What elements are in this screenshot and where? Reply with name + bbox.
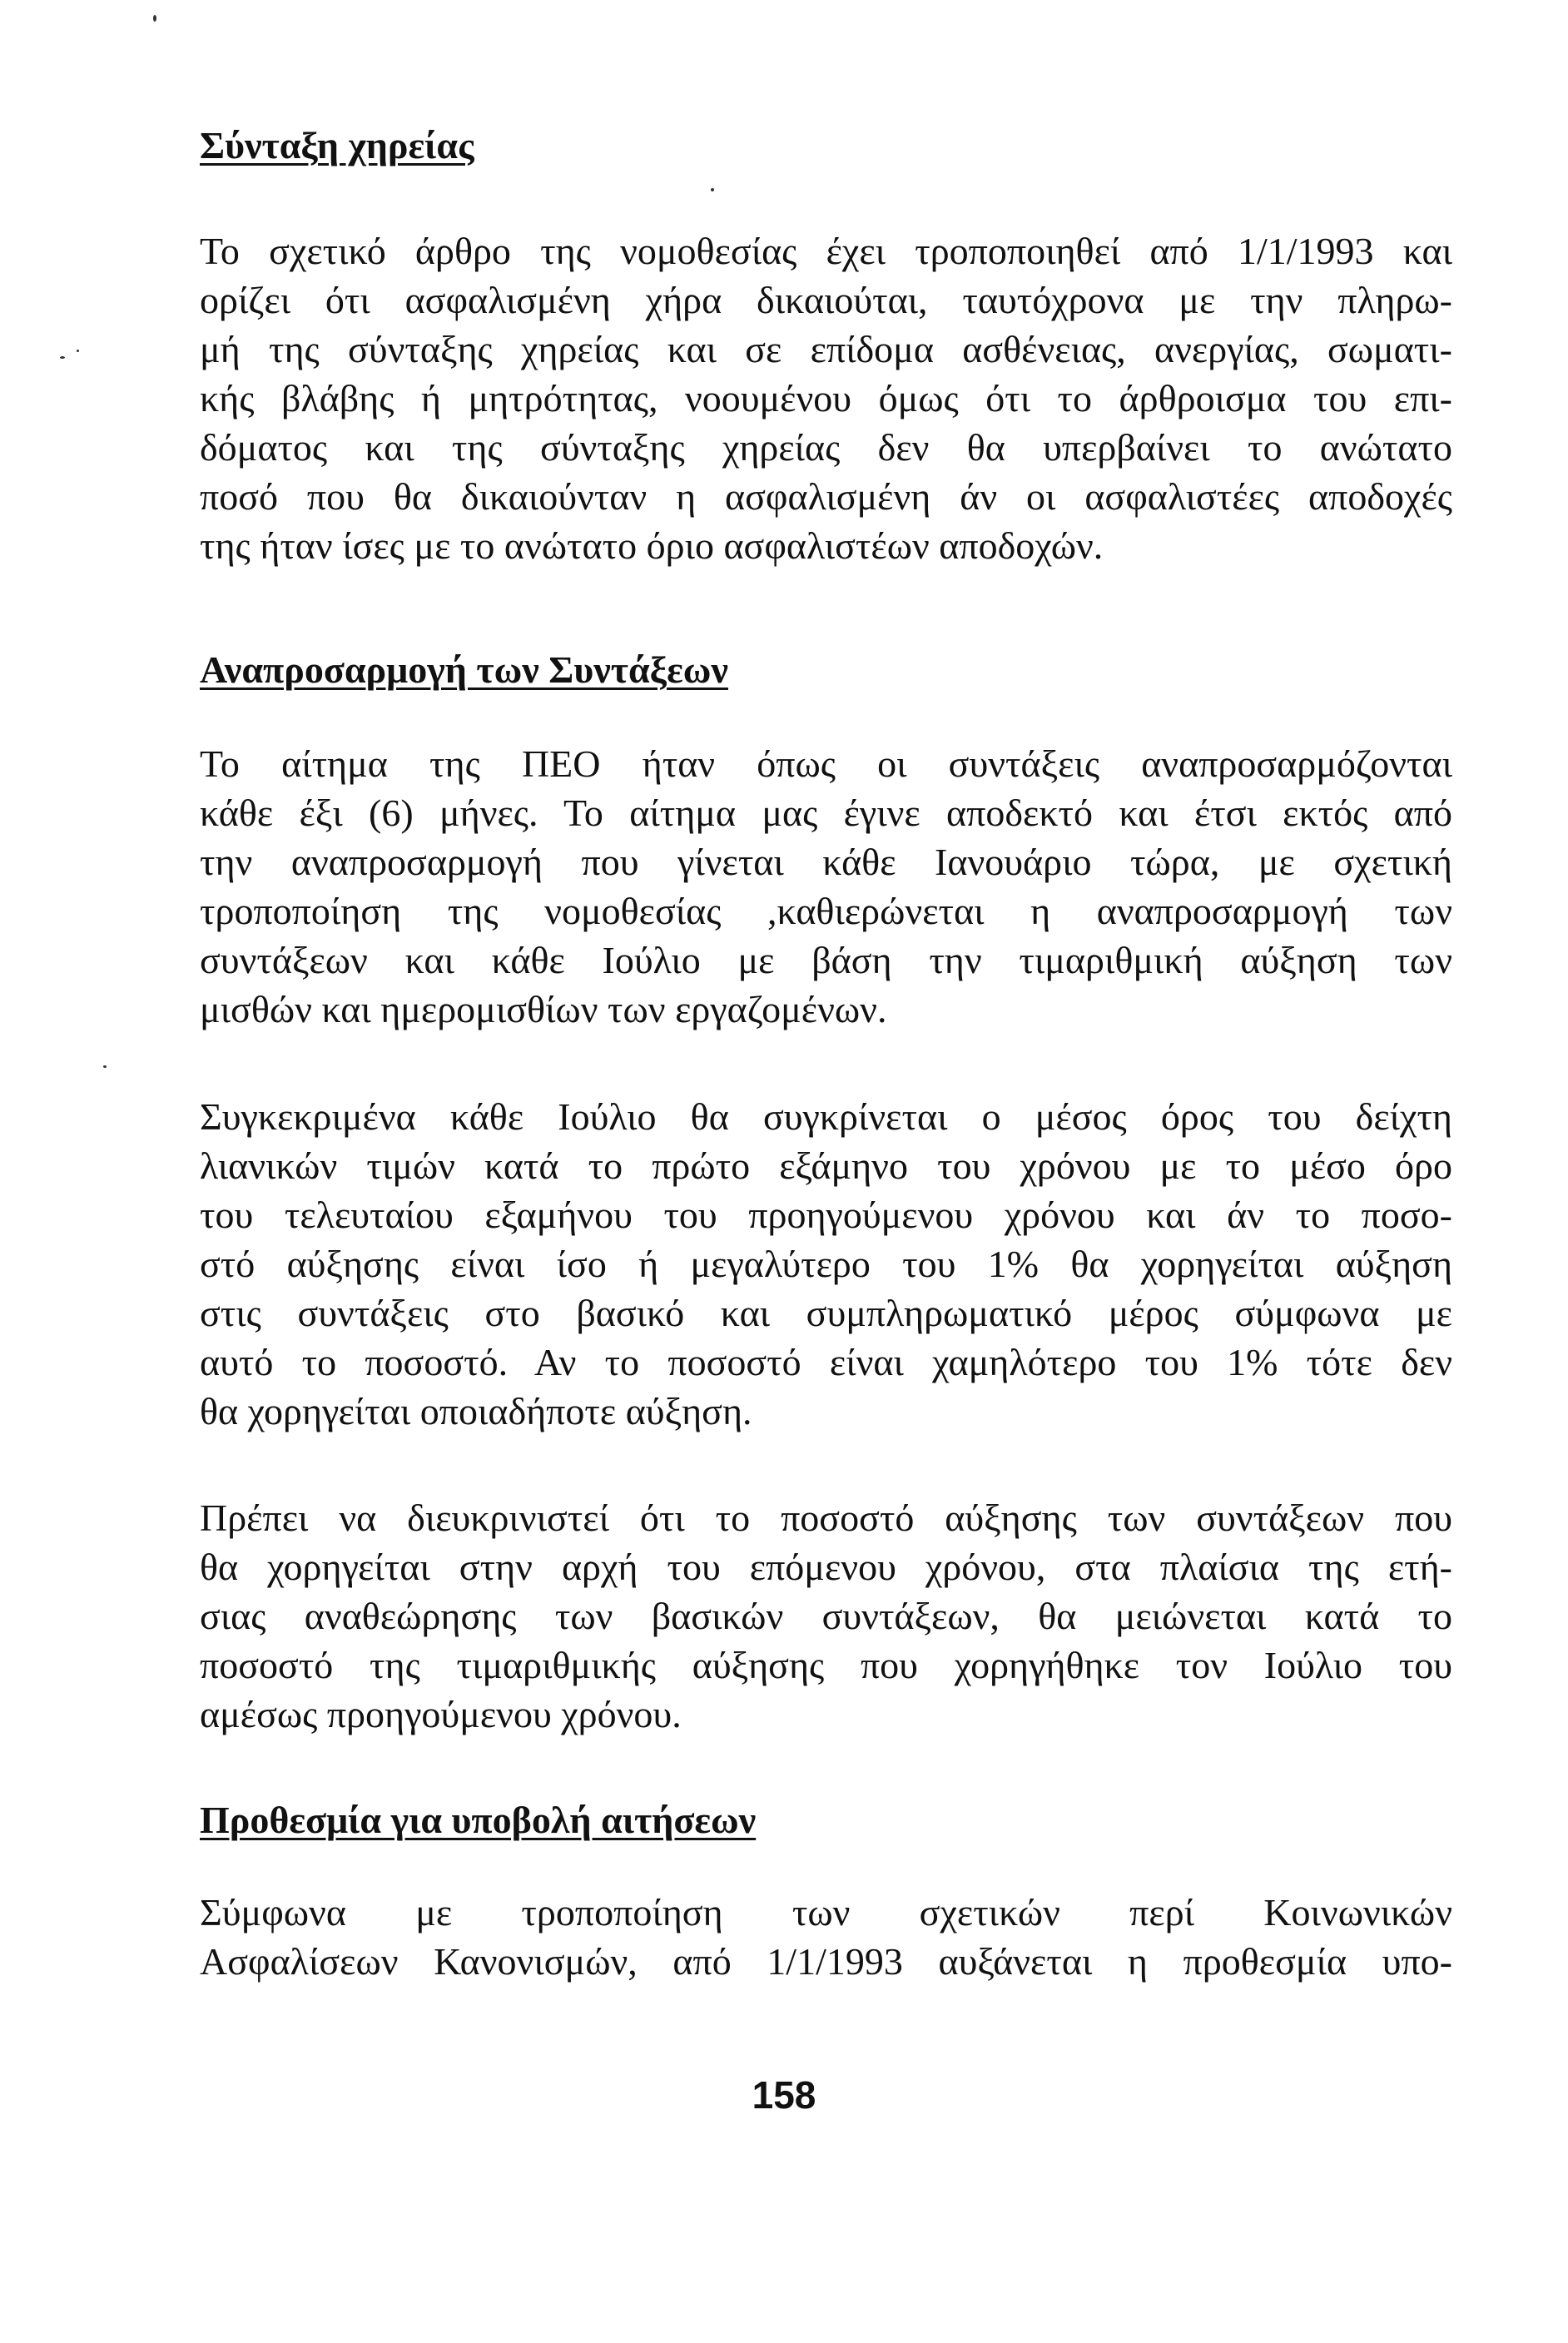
text-line: ορίζει ότι ασφαλισμένη χήρα δικαιούται, ταυτόχρονα με την πληρω- <box>200 279 1452 321</box>
text-line: κάθε έξι (6) μήνες. Το αίτημα μας έγινε αποδεκτό και έτσι εκτός από <box>200 792 1452 834</box>
text-line: μισθών και ημερομισθίων των εργαζομένων. <box>200 988 887 1030</box>
paragraph <box>200 739 1452 1034</box>
text-line: Συγκεκριμένα κάθε Ιούλιο θα συγκρίνεται ο μέσος όρος του δείχτη <box>200 1095 1452 1138</box>
text-line: μή της σύνταξης χηρείας και σε επίδομα ασθένειας, ανεργίας, σωματι- <box>200 328 1452 370</box>
scan-speck <box>60 356 65 359</box>
text-line: Το σχετικό άρθρο της νομοθεσίας έχει τροποποιηθεί από 1/1/1993 και <box>200 230 1452 272</box>
text-line: Σύμφωνα με τροποποίηση των σχετικών περί Κοινωνικών <box>200 1891 1452 1933</box>
text-line: Ασφαλίσεων Κανονισμών, από 1/1/1993 αυξάνεται η προθεσμία υπο- <box>200 1940 1452 1983</box>
text-line: Πρέπει να διευκρινιστεί ότι το ποσοστό αύξησης των συντάξεων που <box>200 1497 1452 1539</box>
text-line: αμέσως προηγούμενου χρόνου. <box>200 1693 682 1735</box>
text-line: της ήταν ίσες με το ανώτατο όριο ασφαλιστέων αποδοχών. <box>200 524 1104 567</box>
section-heading-application-deadline: Προθεσμία για υποβολή αιτήσεων <box>200 1799 757 1841</box>
text-line: συντάξεων και κάθε Ιούλιο με βάση την τιμαριθμική αύξηση των <box>200 939 1452 981</box>
section-heading-pension-adjustment: Αναπροσαρμογή των Συντάξεων <box>200 648 728 691</box>
paragraph <box>200 226 1452 570</box>
paragraph <box>200 1092 1452 1436</box>
text-line: ποσοστό της τιμαριθμικής αύξησης που χορηγήθηκε τον Ιούλιο του <box>200 1644 1452 1686</box>
text-line: λιανικών τιμών κατά το πρώτο εξάμηνο του χρόνου με το μέσο όρο <box>200 1144 1452 1187</box>
text-line: ποσό που θα δικαιούνταν η ασφαλισμένη άν οι ασφαλιστέες αποδοχές <box>200 475 1452 518</box>
text-line: κής βλάβης ή μητρότητας, νοουμένου όμως ότι το άρθροισμα του επι- <box>200 377 1452 419</box>
scan-speck <box>103 1065 107 1068</box>
scan-speck <box>711 188 714 191</box>
text-line: τροποποίηση της νομοθεσίας ,καθιερώνεται η αναπροσαρμογή των <box>200 890 1452 932</box>
text-line: του τελευταίου εξαμήνου του προηγούμενου χρόνου και άν το ποσο- <box>200 1194 1452 1236</box>
paragraph <box>200 1493 1452 1739</box>
page-number: 158 <box>752 2073 816 2117</box>
text-line: αυτό το ποσοστό. Αν το ποσοστό είναι χαμηλότερο του 1% τότε δεν <box>200 1341 1452 1383</box>
text-line: θα χορηγείται οποιαδήποτε αύξηση. <box>200 1390 752 1432</box>
text-line: δόματος και της σύνταξης χηρείας δεν θα υπερβαίνει το ανώτατο <box>200 426 1452 469</box>
text-line: στό αύξησης είναι ίσο ή μεγαλύτερο του 1% θα χορηγείται αύξηση <box>200 1243 1452 1285</box>
text-line: Το αίτημα της ΠΕΟ ήταν όπως οι συντάξεις αναπροσαρμόζονται <box>200 742 1452 785</box>
text-line: στις συντάξεις στο βασικό και συμπληρωματικό μέρος σύμφωνα με <box>200 1292 1452 1334</box>
scan-speck <box>77 350 79 352</box>
text-line: θα χορηγείται στην αρχή του επόμενου χρόνου, στα πλαίσια της ετή- <box>200 1546 1452 1588</box>
text-line: την αναπροσαρμογή που γίνεται κάθε Ιανουάριο τώρα, με σχετική <box>200 841 1452 883</box>
paragraph <box>200 1888 1452 1986</box>
scan-speck <box>153 15 156 22</box>
section-heading-widow-pension: Σύνταξη χηρείας <box>200 124 474 166</box>
text-line: σιας αναθεώρησης των βασικών συντάξεων, θα μειώνεται κατά το <box>200 1595 1452 1637</box>
